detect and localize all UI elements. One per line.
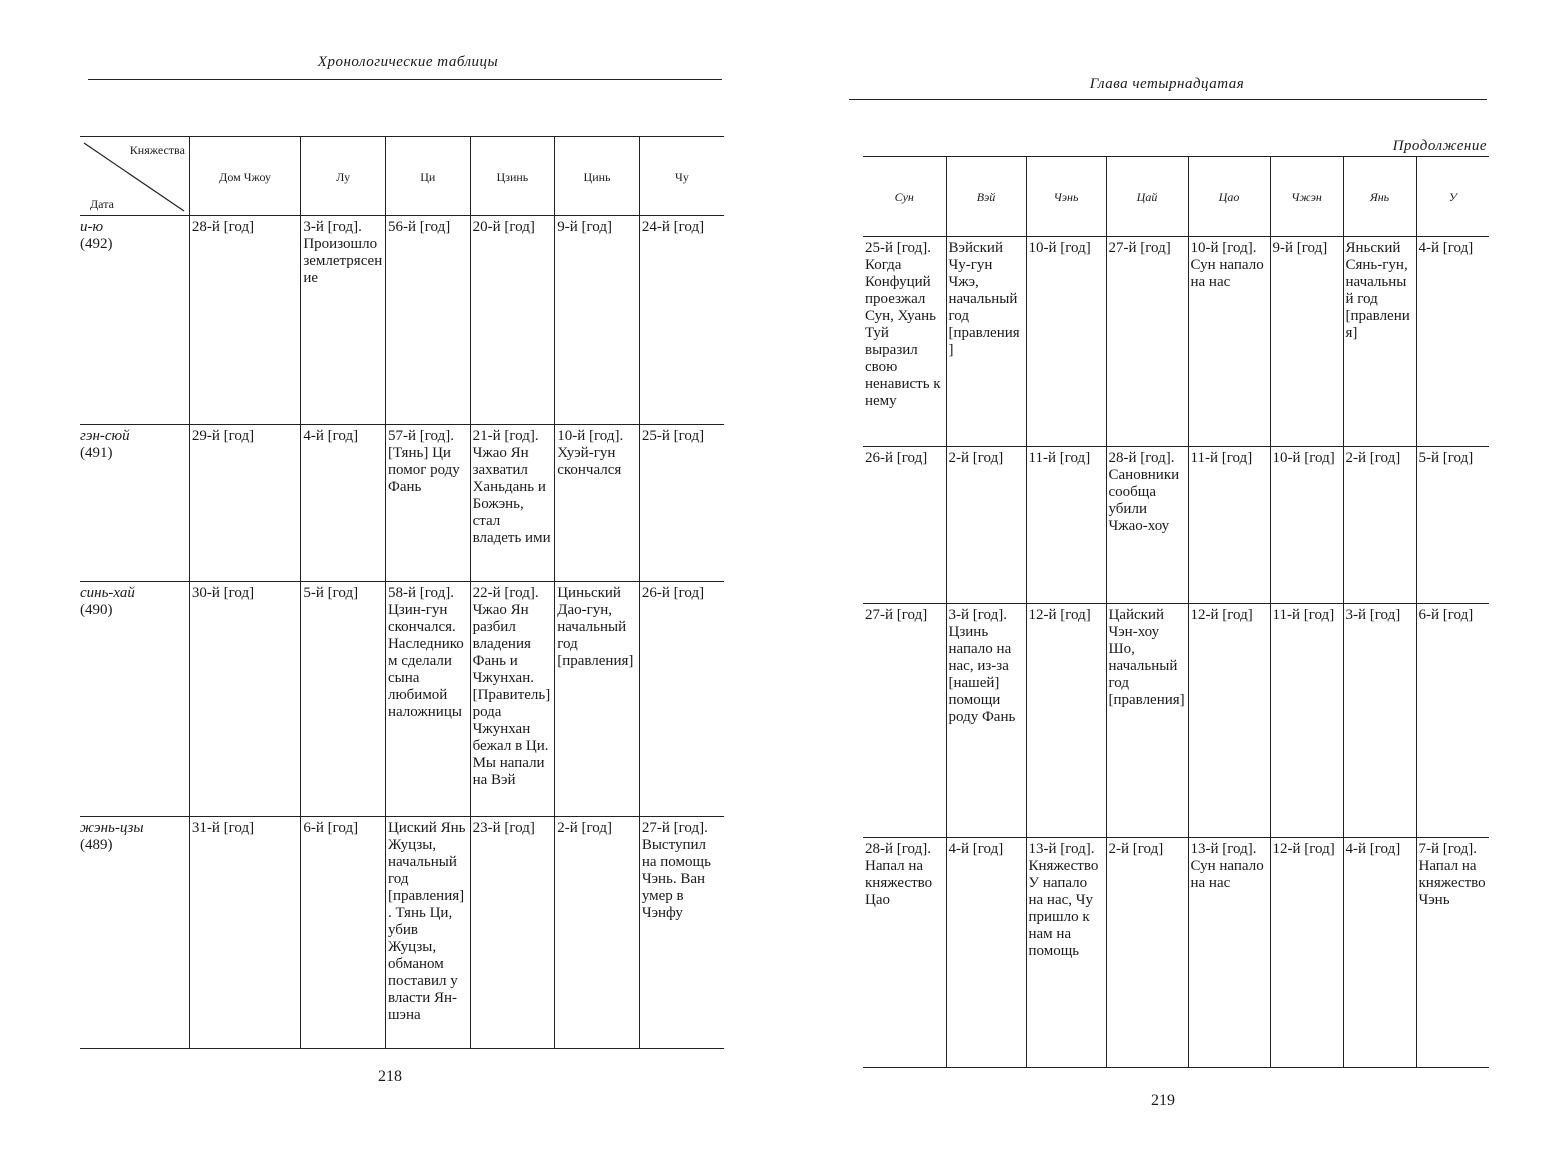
col-header-yan: Янь bbox=[1343, 157, 1416, 237]
table-cell: 12-й [год] bbox=[1270, 838, 1343, 1068]
table-row bbox=[80, 216, 724, 425]
table-cell: 29-й [год] bbox=[189, 425, 300, 582]
table-cell: 9-й [год] bbox=[555, 216, 640, 425]
table-cell: 12-й [год] bbox=[1188, 604, 1270, 838]
right-running-head: Глава четырнадцатая bbox=[1089, 76, 1245, 92]
date-cell bbox=[80, 582, 189, 817]
table-row bbox=[863, 447, 1489, 604]
table-cell: Яньский Сянь-гун, начальный год [правления] bbox=[1343, 237, 1416, 447]
date-cell bbox=[80, 817, 189, 1049]
date-cell bbox=[80, 216, 189, 425]
year-bc: (490) bbox=[80, 602, 113, 618]
right-table-header bbox=[863, 157, 1489, 237]
table-cell: 26-й [год] bbox=[639, 582, 724, 817]
table-cell: 4-й [год] bbox=[301, 425, 386, 582]
left-running-head: Хронологические таблицы bbox=[317, 54, 499, 70]
table-cell: 25-й [год] bbox=[639, 425, 724, 582]
left-table-header bbox=[80, 137, 724, 216]
table-cell: Цайский Чэн-хоу Шо, начальный год [правления] bbox=[1106, 604, 1188, 838]
table-cell: 3-й [год]. Цзинь напало на нас, из-за [нашей] помощи роду Фань bbox=[946, 604, 1026, 838]
table-cell: 27-й [год]. Выступил на помощь Чэнь. Ван умер в Чэнфу bbox=[639, 817, 724, 1049]
col-header-zhou: Дом Чжоу bbox=[189, 137, 300, 216]
table-row bbox=[863, 237, 1489, 447]
right-page-number: 219 bbox=[1151, 1092, 1175, 1109]
left-page-number: 218 bbox=[378, 1068, 402, 1085]
table-cell: 3-й [год] bbox=[1343, 604, 1416, 838]
table-cell: 25-й [год]. Когда Конфуций проезжал Сун, Хуань Туй выразил свою ненависть к нему bbox=[865, 240, 941, 409]
table-row bbox=[80, 817, 724, 1049]
corner-cell bbox=[80, 137, 189, 216]
table-cell: 28-й [год]. Сановники сообща убили Чжао-хоу bbox=[1106, 447, 1188, 604]
col-header-chen: Чэнь bbox=[1026, 157, 1106, 237]
cyclic-date: синь-хай bbox=[80, 585, 135, 601]
col-header-qi: Ци bbox=[385, 137, 470, 216]
continuation-label: Продолжение bbox=[1392, 138, 1487, 154]
right-head-rule bbox=[849, 99, 1487, 100]
table-row bbox=[863, 604, 1489, 838]
table-cell: 20-й [год] bbox=[470, 216, 555, 425]
table-cell: 2-й [год] bbox=[946, 447, 1026, 604]
table-cell: 13-й [год]. Княжество У напало на нас, Чу пришло к нам на помощь bbox=[1026, 838, 1106, 1068]
table-row bbox=[80, 582, 724, 817]
table-cell: 56-й [год] bbox=[385, 216, 470, 425]
table-cell: 6-й [год] bbox=[1416, 604, 1489, 838]
right-chronology-table bbox=[863, 156, 1489, 1068]
table-cell: 6-й [год] bbox=[301, 817, 386, 1049]
table-cell: 7-й [год]. Напал на княжество Чэнь bbox=[1416, 838, 1489, 1068]
table-cell: Циский Янь Жуцзы, начальный год [правления]. Тянь Ци, убив Жуцзы, обманом поставил у власти Ян-шэна bbox=[385, 817, 470, 1049]
corner-bottom-label: Дата bbox=[90, 197, 114, 211]
table-cell: 28-й [год]. Напал на княжество Цао bbox=[865, 841, 933, 908]
col-header-qin: Цинь bbox=[555, 137, 640, 216]
cyclic-date: гэн-сюй bbox=[80, 428, 130, 444]
col-header-song: Сун bbox=[863, 157, 946, 237]
table-cell: 9-й [год] bbox=[1270, 237, 1343, 447]
table-cell: 23-й [год] bbox=[470, 817, 555, 1049]
table-cell: 4-й [год] bbox=[946, 838, 1026, 1068]
table-cell: 22-й [год]. Чжао Ян разбил владения Фань и Чжунхан. [Правитель] рода Чжунхан бежал в Ци. Мы напали на Вэй bbox=[470, 582, 555, 817]
table-cell: 11-й [год] bbox=[1026, 447, 1106, 604]
year-bc: (489) bbox=[80, 837, 113, 853]
left-head-rule bbox=[88, 79, 722, 80]
date-cell bbox=[80, 425, 189, 582]
table-cell: 11-й [год] bbox=[1270, 604, 1343, 838]
col-header-wei: Вэй bbox=[946, 157, 1026, 237]
table-cell: Вэйский Чу-гун Чжэ, начальный год [правления] bbox=[946, 237, 1026, 447]
col-header-jin: Цзинь bbox=[470, 137, 555, 216]
table-cell: 26-й [год] bbox=[865, 450, 928, 466]
table-cell: 11-й [год] bbox=[1188, 447, 1270, 604]
table-cell: 10-й [год] bbox=[1026, 237, 1106, 447]
table-cell: 21-й [год]. Чжао Ян захватил Ханьдань и Божэнь, стал владеть ими bbox=[470, 425, 555, 582]
table-cell: Циньский Дао-гун, начальный год [правления] bbox=[555, 582, 640, 817]
cyclic-date: и-ю bbox=[80, 219, 104, 235]
year-bc: (492) bbox=[80, 236, 113, 252]
table-cell: 10-й [год]. Хуэй-гун скончался bbox=[555, 425, 640, 582]
table-row bbox=[80, 425, 724, 582]
table-row bbox=[863, 838, 1489, 1068]
table-cell: 3-й [год]. Произошло землетрясение bbox=[301, 216, 386, 425]
col-header-lu: Лу bbox=[301, 137, 386, 216]
col-header-wu: У bbox=[1416, 157, 1489, 237]
table-cell: 30-й [год] bbox=[189, 582, 300, 817]
col-header-chu: Чу bbox=[639, 137, 724, 216]
table-cell: 5-й [год] bbox=[1416, 447, 1489, 604]
year-bc: (491) bbox=[80, 445, 113, 461]
col-header-cai: Цай bbox=[1106, 157, 1188, 237]
table-cell: 27-й [год] bbox=[865, 607, 928, 623]
corner-top-label: Княжества bbox=[129, 143, 185, 157]
table-cell: 4-й [год] bbox=[1343, 838, 1416, 1068]
table-cell: 58-й [год]. Цзин-гун скончался. Наследником сделали сына любимой наложницы bbox=[385, 582, 470, 817]
left-chronology-table bbox=[80, 136, 724, 1049]
table-cell: 10-й [год]. Сун напало на нас bbox=[1188, 237, 1270, 447]
table-cell: 13-й [год]. Сун напало на нас bbox=[1188, 838, 1270, 1068]
table-cell: 57-й [год]. [Тянь] Ци помог роду Фань bbox=[385, 425, 470, 582]
table-cell: 2-й [год] bbox=[555, 817, 640, 1049]
table-cell: 28-й [год] bbox=[189, 216, 300, 425]
col-header-cao: Цао bbox=[1188, 157, 1270, 237]
table-cell: 10-й [год] bbox=[1270, 447, 1343, 604]
table-cell: 27-й [год] bbox=[1106, 237, 1188, 447]
table-cell: 4-й [год] bbox=[1416, 237, 1489, 447]
table-cell: 5-й [год] bbox=[301, 582, 386, 817]
col-header-zheng: Чжэн bbox=[1270, 157, 1343, 237]
table-cell: 2-й [год] bbox=[1106, 838, 1188, 1068]
table-cell: 2-й [год] bbox=[1343, 447, 1416, 604]
table-cell: 12-й [год] bbox=[1026, 604, 1106, 838]
table-cell: 24-й [год] bbox=[639, 216, 724, 425]
table-cell: 31-й [год] bbox=[189, 817, 300, 1049]
cyclic-date: жэнь-цзы bbox=[80, 820, 144, 836]
